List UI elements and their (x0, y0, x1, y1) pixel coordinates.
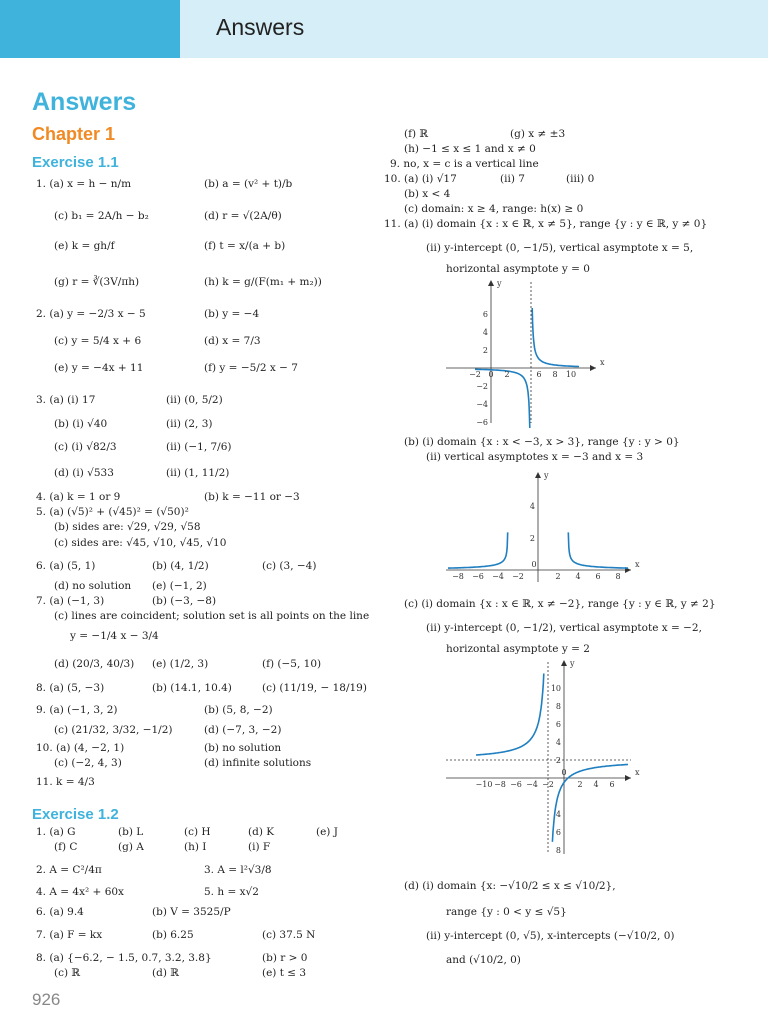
answer-line: 7. (a) F = kx (36, 929, 103, 941)
answer-line: (c) domain: x ≥ 4, range: h(x) ≥ 0 (404, 203, 584, 215)
x-tick-label: −8 (494, 780, 506, 789)
answer-line: 3. A = l²√3/8 (204, 864, 272, 876)
answer-line: (b) sides are: √29, √29, √58 (54, 521, 201, 533)
x-tick-label: 0 (488, 370, 494, 379)
graph-11a (446, 278, 606, 428)
curve-right-branch (568, 532, 628, 568)
answer-line: (c) lines are coincident; solution set is all points on the line (54, 610, 370, 622)
answer-line: (c) H (184, 826, 211, 838)
curve-left-branch (448, 532, 508, 568)
answer-line: (ii) y-intercept (0, −1/5), vertical asymptote x = 5, (426, 242, 694, 254)
answer-line: y = −1/4 x − 3/4 (70, 630, 159, 642)
y-tick-label: 8 (555, 702, 561, 711)
answer-line: (b) a = (v² + t)/b (204, 178, 293, 190)
answer-line: (f) (−5, 10) (262, 658, 322, 670)
answer-line: (e) J (316, 826, 338, 838)
answer-line: (b) (i) domain {x : x < −3, x > 3}, range {y : y > 0} (404, 436, 680, 448)
answer-line: (b) x < 4 (404, 188, 451, 200)
y-axis-arrow (488, 280, 494, 286)
answer-line: (d) no solution (54, 580, 132, 592)
answer-line: 6. (a) (5, 1) (36, 560, 96, 572)
answer-line: (g) x ≠ ±3 (510, 128, 566, 140)
answer-line: (d) (20/3, 40/3) (54, 658, 135, 670)
answer-line: 8. (a) {−6.2, − 1.5, 0.7, 3.2, 3.8} (36, 952, 212, 964)
x-axis-arrow (625, 775, 631, 781)
answer-line: range {y : 0 < y ≤ √5} (446, 906, 567, 918)
x-axis-label: x (635, 768, 640, 777)
exercise-1-1-heading: Exercise 1.1 (32, 154, 119, 171)
answer-line: (c) (−2, 4, 3) (54, 757, 122, 769)
x-tick-label: 6 (536, 370, 542, 379)
answer-line: (b) r > 0 (262, 952, 308, 964)
answer-line: 5. (a) (√5)² + (√45)² = (√50)² (36, 506, 189, 518)
y-tick-label: 2 (529, 534, 535, 543)
answer-line: (h) −1 ≤ x ≤ 1 and x ≠ 0 (404, 143, 536, 155)
answer-line: (e) y = −4x + 11 (54, 362, 144, 374)
x-tick-label: −2 (469, 370, 481, 379)
curve-left-branch (476, 674, 544, 756)
answer-line: (ii) (0, 5/2) (166, 394, 223, 406)
page-title: Answers (32, 88, 137, 116)
answer-line: (c) (i) domain {x : x ∈ ℝ, x ≠ −2}, range {y : y ∈ ℝ, y ≠ 2} (404, 598, 716, 610)
answer-line: 11. (a) (i) domain {x : x ∈ ℝ, x ≠ 5}, range {y : y ∈ ℝ, y ≠ 0} (384, 218, 708, 230)
page-header (0, 0, 768, 58)
y-tick-label: 4 (555, 738, 561, 747)
header-title: Answers (216, 14, 305, 40)
answer-line: (b) no solution (204, 742, 282, 754)
answer-line: (c) (11/19, − 18/19) (262, 682, 367, 694)
answer-line: (b) (4, 1/2) (152, 560, 209, 572)
x-axis-label: x (635, 560, 640, 569)
answer-line: 2. A = C²/4π (36, 864, 102, 876)
answer-line: (d) infinite solutions (204, 757, 312, 769)
answer-line: (f) y = −5/2 x − 7 (204, 362, 298, 374)
answer-line: (iii) 0 (566, 173, 595, 185)
y-tick-label: 6 (482, 310, 488, 319)
x-tick-label: −2 (512, 572, 524, 581)
answer-line: (c) (3, −4) (262, 560, 317, 572)
answer-line: (g) A (118, 841, 144, 853)
answer-line: (ii) y-intercept (0, −1/2), vertical asymptote x = −2, (426, 622, 702, 634)
answer-line: (b) (5, 8, −2) (204, 704, 273, 716)
x-tick-label: −2 (542, 780, 554, 789)
answer-line: 1. (a) G (36, 826, 76, 838)
answer-line: (f) ℝ (404, 128, 429, 140)
answer-line: 11. k = 4/3 (36, 776, 95, 788)
answer-line: (b) 6.25 (152, 929, 194, 941)
x-tick-label: −4 (526, 780, 538, 789)
answer-line: (b) (i) √40 (54, 418, 108, 430)
answer-line: (g) r = ∛(3V/πh) (54, 276, 140, 288)
answer-line: 8. (a) (5, −3) (36, 682, 105, 694)
answer-line: 1. (a) x = h − n/m (36, 178, 132, 190)
x-tick-label: 6 (609, 780, 615, 789)
answer-line: and (√10/2, 0) (446, 954, 521, 966)
answer-line: (d) (−7, 3, −2) (204, 724, 282, 736)
x-tick-label: 2 (504, 370, 510, 379)
x-tick-label: 4 (593, 780, 599, 789)
y-tick-label: 2 (555, 756, 561, 765)
answer-line: 10. (a) (4, −2, 1) (36, 742, 125, 754)
answer-line: (b) (−3, −8) (152, 595, 217, 607)
answer-line: 2. (a) y = −2/3 x − 5 (36, 308, 146, 320)
y-tick-label: 6 (555, 828, 561, 837)
answer-line: 9. (a) (−1, 3, 2) (36, 704, 118, 716)
answer-line: (b) V = 3525/P (152, 906, 231, 918)
y-tick-label: 4 (482, 328, 488, 337)
answer-line: (c) (i) √82/3 (54, 441, 117, 453)
answer-line: (ii) 7 (500, 173, 525, 185)
x-tick-label: 2 (555, 572, 561, 581)
answer-line: (e) (−1, 2) (152, 580, 207, 592)
answer-line: (e) k = gh/f (54, 240, 115, 252)
x-tick-label: 0 (561, 768, 567, 777)
y-tick-label: 8 (555, 846, 561, 855)
answer-line: (c) 37.5 N (262, 929, 316, 941)
answer-line: (d) K (248, 826, 275, 838)
answer-line: (ii) vertical asymptotes x = −3 and x = 3 (426, 451, 644, 463)
y-tick-label: −4 (476, 400, 488, 409)
graph-11b (446, 470, 640, 588)
answer-line: 7. (a) (−1, 3) (36, 595, 105, 607)
y-axis-arrow (535, 472, 541, 478)
answer-line: (h) I (184, 841, 207, 853)
y-tick-label: 4 (529, 502, 535, 511)
answer-line: (ii) (−1, 7/6) (166, 441, 232, 453)
answer-line: (b) (14.1, 10.4) (152, 682, 232, 694)
x-tick-label: 10 (565, 370, 577, 379)
graph-11c (446, 658, 640, 858)
answer-line: horizontal asymptote y = 0 (446, 263, 590, 275)
y-tick-label: 4 (555, 810, 561, 819)
x-tick-label: 8 (615, 572, 621, 581)
answer-line: (b) k = −11 or −3 (204, 491, 300, 503)
y-axis-label: y (544, 471, 549, 480)
answer-line: (d) r = √(2A/θ) (204, 210, 282, 222)
answer-line: (d) x = 7/3 (204, 335, 261, 347)
answer-line: 6. (a) 9.4 (36, 906, 84, 918)
header-accent-block (0, 0, 180, 58)
x-tick-label: 6 (595, 572, 601, 581)
answer-line: horizontal asymptote y = 2 (446, 643, 590, 655)
answer-line: 10. (a) (i) √17 (384, 173, 457, 185)
y-tick-label: 2 (482, 346, 488, 355)
exercise-1-2-heading: Exercise 1.2 (32, 806, 119, 823)
x-tick-label: 0 (531, 560, 537, 569)
answer-line: 4. A = 4x² + 60x (36, 886, 124, 898)
answer-line: 9. no, x = c is a vertical line (390, 158, 539, 170)
x-tick-label: −6 (472, 572, 484, 581)
chapter-heading: Chapter 1 (32, 124, 116, 144)
answer-line: 4. (a) k = 1 or 9 (36, 491, 121, 503)
answer-line: (ii) y-intercept (0, √5), x-intercepts (−√10/2, 0) (426, 930, 675, 942)
answer-line: (b) L (118, 826, 144, 838)
answer-line: (e) (1/2, 3) (152, 658, 209, 670)
answer-line: (i) F (248, 841, 271, 853)
answer-line: (f) t = x/(a + b) (204, 240, 286, 252)
y-tick-label: 10 (550, 684, 561, 693)
y-tick-label: −6 (476, 418, 488, 427)
answer-line: 5. h = x√2 (204, 886, 259, 898)
y-tick-label: −2 (476, 382, 488, 391)
x-axis-label: x (600, 358, 605, 367)
answer-line: (d) (i) √533 (54, 467, 114, 479)
answer-line: (c) (21/32, 3/32, −1/2) (54, 724, 173, 736)
answer-line: 3. (a) (i) 17 (36, 394, 96, 406)
x-tick-label: 8 (552, 370, 558, 379)
answer-line: (d) ℝ (152, 967, 179, 979)
answer-line: (e) t ≤ 3 (262, 967, 307, 979)
y-axis-label: y (570, 659, 575, 668)
answer-line: (b) y = −4 (204, 308, 260, 320)
page-number: 926 (32, 990, 61, 1009)
answer-line: (c) ℝ (54, 967, 81, 979)
x-tick-label: 2 (577, 780, 583, 789)
x-tick-label: −8 (452, 572, 464, 581)
answer-line: (c) sides are: √45, √10, √45, √10 (54, 537, 227, 549)
answer-line: (ii) (1, 11/2) (166, 467, 230, 479)
answer-line: (h) k = g/(F(m₁ + m₂)) (204, 276, 322, 288)
x-tick-label: −4 (492, 572, 504, 581)
x-axis-arrow (590, 365, 596, 371)
answer-line: (ii) (2, 3) (166, 418, 213, 430)
y-tick-label: 6 (555, 720, 561, 729)
x-tick-label: −10 (475, 780, 493, 789)
y-axis-arrow (561, 660, 567, 666)
y-axis-label: y (497, 279, 502, 288)
x-tick-label: −6 (510, 780, 522, 789)
curve-right-branch (532, 308, 579, 367)
answer-line: (c) b₁ = 2A/h − b₂ (54, 210, 149, 222)
answer-line: (c) y = 5/4 x + 6 (54, 335, 142, 347)
answer-line: (f) C (54, 841, 78, 853)
x-tick-label: 4 (575, 572, 581, 581)
answer-line: (d) (i) domain {x: −√10/2 ≤ x ≤ √10/2}, (404, 880, 616, 892)
